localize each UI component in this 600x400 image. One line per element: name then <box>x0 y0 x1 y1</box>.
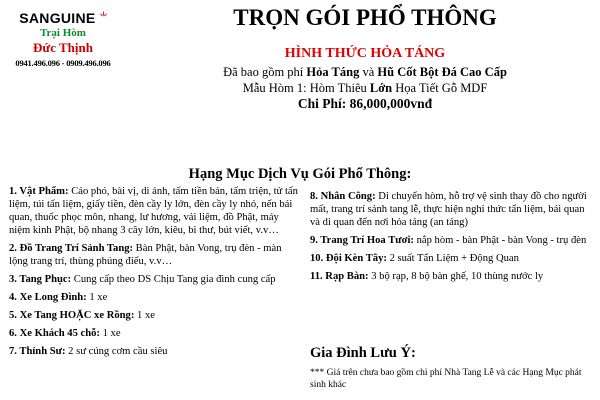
lotus-icon <box>99 10 108 19</box>
page-subtitle: HÌNH THỨC HỎA TÁNG <box>284 46 446 61</box>
coffin-model-text: Mẫu Hòm 1: Hòm Thiêu <box>242 81 370 95</box>
item-label: 1. Vật Phẩm: <box>9 186 69 197</box>
item-text: 3 bộ rạp, 8 bộ bàn ghế, 10 thùng nước ly <box>368 271 544 282</box>
brand-name <box>4 10 122 26</box>
item-label: 11. Rạp Bàn: <box>310 271 369 282</box>
price: Chi Phí: 86,000,000vnđ <box>297 96 433 111</box>
included-item-urn: Hũ Cốt Bột Đá Cao Cấp <box>377 65 507 79</box>
list-item <box>9 273 301 286</box>
included-fees-line <box>130 65 600 80</box>
list-item <box>9 309 301 322</box>
item-label: 4. Xe Long Đình: <box>9 292 87 303</box>
included-text: Đã bao gồm phí <box>223 65 307 79</box>
item-text: Cung cấp theo DS Chịu Tang gia đình cung cấp <box>71 274 276 285</box>
item-label: 7. Thỉnh Sư: <box>9 346 66 357</box>
coffin-model-line <box>130 81 600 96</box>
item-text: 1 xe <box>86 292 108 303</box>
item-label: 10. Đội Kèn Tây: <box>310 253 387 264</box>
service-list-right <box>310 190 596 288</box>
list-item <box>9 327 301 340</box>
item-text: Cáo phó, bài vị, di ảnh, tấm tiền bản, tấm triện, tử tấn liệm, túi tấn liệm, giấy tiền, đèn cầy ly lớn, đèn cầy ly nhỏ, nến bái quan, thuốc phọc môn, nhang, lư hương, vải liệm, đồ Phật, máy niệm kinh Phật, bộ nhang 3 cây lớn, kiêu, bi thư, bút viết, v.v… <box>9 186 298 236</box>
coffin-material: Họa Tiết Gỗ MDF <box>392 81 488 95</box>
brand-text: SANGUINE <box>19 10 96 26</box>
included-item-cremation: Hỏa Táng <box>306 65 360 79</box>
section-title: Hạng Mục Dịch Vụ Gói Phổ Thông: <box>188 166 412 182</box>
list-item <box>310 252 596 265</box>
note-text: *** Giá trên chưa bao gồm chi phí Nhà Tang Lễ và các Hạng Mục phát sinh khác <box>310 368 582 390</box>
item-text: 1 xe <box>99 328 121 339</box>
item-label: 5. Xe Tang HOẶC xe Rồng: <box>9 310 135 321</box>
list-item <box>310 190 596 229</box>
list-item <box>310 234 596 247</box>
item-label: 2. Đồ Trang Trí Sảnh Tang: <box>9 243 134 254</box>
item-label: 6. Xe Khách 45 chỗ: <box>9 328 100 339</box>
list-item <box>9 345 301 358</box>
item-text: 2 suất Tẩn Liệm + Động Quan <box>386 253 519 264</box>
logo-line2: Đức Thịnh <box>33 40 93 55</box>
note-heading: Gia Đình Lưu Ý: <box>310 345 416 361</box>
page-title: TRỌN GÓI PHỔ THÔNG <box>233 5 497 30</box>
item-text: Di chuyển hòm, hỗ trợ vệ sinh thay đồ cho người mất, trang trí sảnh tang lễ, thực hiện nghi thức tẩn liệm, bái quan và di quan đến nơi hỏa táng (an táng) <box>310 191 587 228</box>
service-list-left <box>9 185 301 363</box>
list-item <box>9 185 301 237</box>
item-label: 9. Trang Trí Hoa Tươi: <box>310 235 414 246</box>
item-label: 3. Tang Phục: <box>9 274 72 285</box>
logo-line1: Trại Hòm <box>40 27 86 39</box>
item-text: 2 sư cúng cơm cầu siêu <box>65 346 168 357</box>
list-item <box>310 270 596 283</box>
coffin-size: Lớn <box>369 81 393 95</box>
item-label: 8. Nhân Công: <box>310 191 376 202</box>
item-text: 1 xe <box>134 310 155 321</box>
list-item <box>9 291 301 304</box>
item-text: Bàn Phật, bàn Vong, trụ đèn - màn lộng trang trí, thùng phúng điếu, v.v… <box>9 243 282 267</box>
list-item <box>9 242 301 268</box>
included-conj: và <box>359 65 378 79</box>
phone-numbers: 0941.496.096 - 0909.496.096 <box>15 58 111 68</box>
logo <box>4 10 122 68</box>
item-text: nắp hòm - bàn Phật - bàn Vong - trụ đèn <box>413 235 587 246</box>
